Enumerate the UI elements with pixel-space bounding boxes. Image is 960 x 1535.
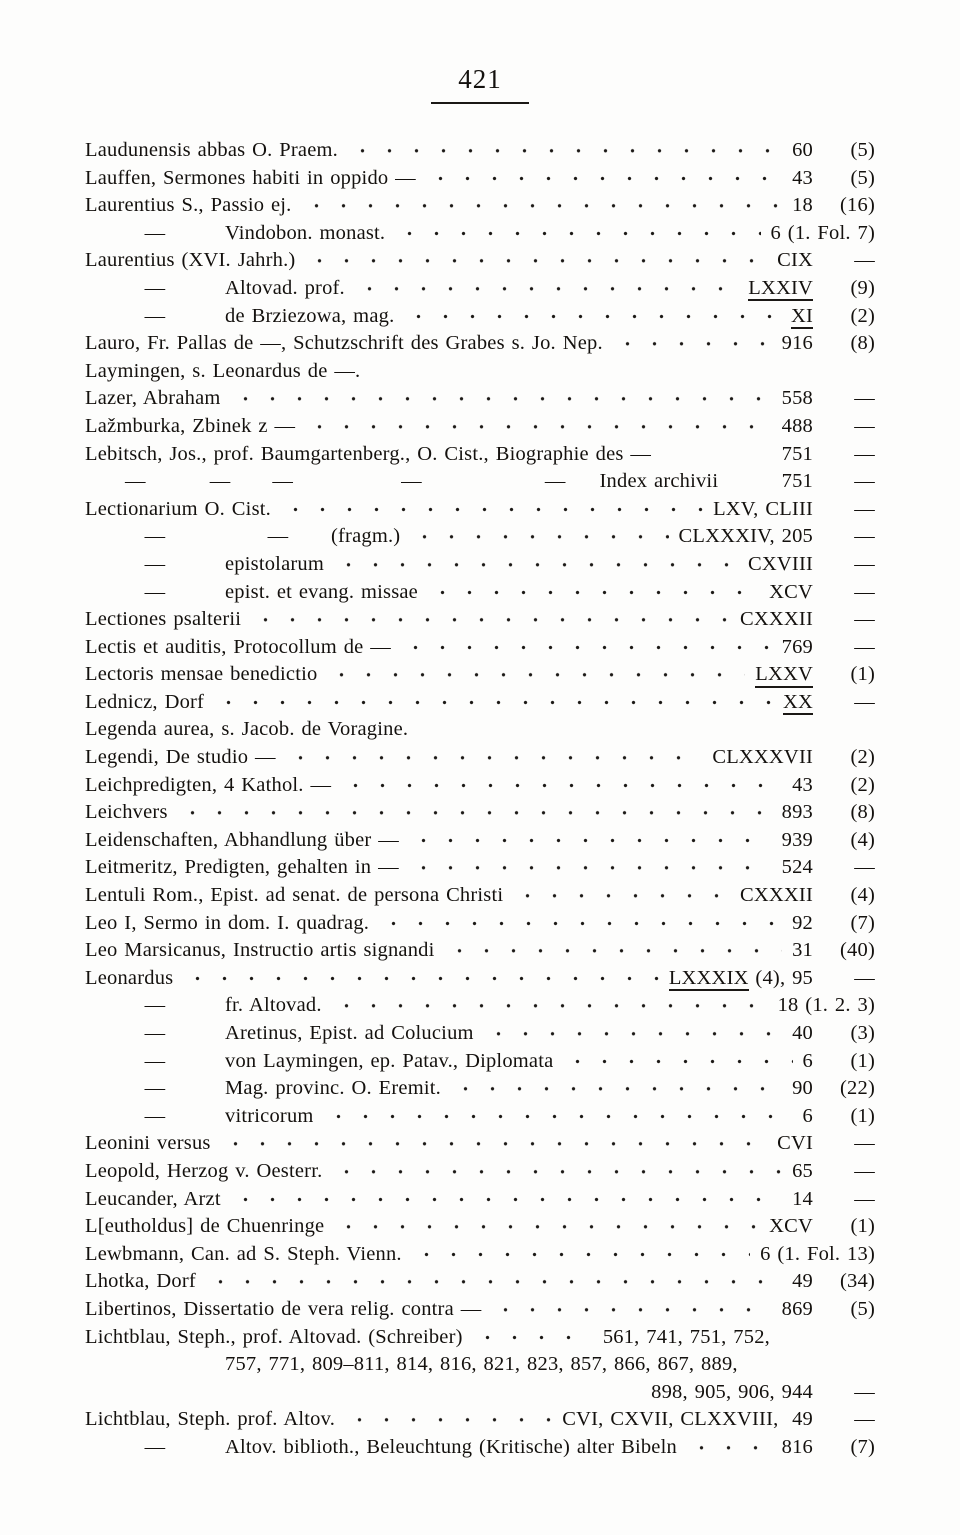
entry-note: — bbox=[854, 1380, 875, 1403]
entry-note: — bbox=[854, 856, 875, 879]
entry-ref: 751 bbox=[781, 470, 813, 493]
entry-label: vitricorum bbox=[225, 1104, 314, 1127]
entry-label: Laurentius (XVI. Jahrh.) bbox=[85, 249, 296, 272]
indent-dash: — bbox=[144, 276, 166, 299]
dot-leader bbox=[686, 1434, 772, 1462]
index-row bbox=[85, 1241, 875, 1269]
entry-ref: CXXXII bbox=[740, 608, 813, 631]
dot-leader bbox=[323, 1103, 793, 1131]
entry-note: (1) bbox=[850, 1215, 875, 1238]
entry-note: (5) bbox=[850, 139, 875, 161]
entry-note: (4) bbox=[850, 828, 875, 851]
entry-note: — bbox=[854, 552, 875, 575]
entry-label: Leucander, Arzt bbox=[85, 1187, 221, 1210]
dot-leader bbox=[403, 303, 781, 331]
index-row bbox=[85, 1379, 875, 1407]
entry-label: Laurentius S., Passio ej. bbox=[85, 194, 292, 217]
index-row bbox=[85, 716, 875, 744]
dot-leader bbox=[304, 413, 771, 441]
dot-leader bbox=[331, 992, 768, 1020]
entry-label: Lichtblau, Steph. prof. Altov. bbox=[85, 1408, 336, 1431]
entry-ref: 561, 741, 751, 752, bbox=[602, 1325, 770, 1348]
entry-note: (5) bbox=[850, 1297, 875, 1320]
index-row bbox=[85, 468, 875, 496]
entry-note: (1) bbox=[850, 1104, 875, 1127]
page-number: 421 bbox=[458, 64, 502, 94]
entry-note: (1) bbox=[850, 1049, 875, 1072]
entry-label: Lectiones psalterii bbox=[85, 608, 242, 631]
dot-leader bbox=[213, 689, 773, 717]
dot-leader bbox=[220, 1130, 768, 1158]
entry-label: von Laymingen, ep. Patav., Diplomata bbox=[225, 1049, 554, 1072]
dot-leader bbox=[177, 799, 772, 827]
underlined-ref: XX bbox=[783, 692, 813, 716]
index-row bbox=[85, 1324, 875, 1352]
entry-label: L[eutholdus] de Chuenringe bbox=[85, 1215, 325, 1238]
entry-ref: 939 bbox=[781, 828, 813, 851]
entry-ref: LXXXIX (4), 95 bbox=[669, 965, 813, 993]
dot-leader bbox=[331, 1158, 782, 1186]
indent-dash: — bbox=[144, 525, 166, 548]
dot-leader bbox=[280, 496, 703, 524]
entry-label: Leonini versus bbox=[85, 1132, 211, 1155]
index-row bbox=[85, 937, 875, 965]
entry-label: Legenda aurea, s. Jacob. de Voragine. bbox=[85, 718, 409, 741]
underlined-ref: LXXIV bbox=[748, 278, 813, 302]
entry-label: Leichvers bbox=[85, 801, 168, 824]
entry-label: Leidenschaften, Abhandlung über — bbox=[85, 828, 399, 851]
entry-note: — bbox=[854, 414, 875, 437]
index-row bbox=[85, 1020, 875, 1048]
entry-ref: 769 bbox=[781, 635, 813, 658]
underlined-ref: LXXXIX bbox=[669, 968, 749, 992]
entry-ref: CLXXXIV, 205 bbox=[678, 525, 813, 548]
entry-note: — bbox=[854, 608, 875, 631]
entry-note: (5) bbox=[850, 166, 875, 189]
entry-label: Lichtblau, Steph., prof. Altovad. (Schreiber) bbox=[85, 1325, 463, 1348]
entry-note: — bbox=[854, 387, 875, 410]
indent-dash: — bbox=[544, 470, 566, 493]
underlined-ref: XI bbox=[791, 306, 813, 330]
entry-ref: CLXXXVII bbox=[712, 746, 813, 769]
entry-ref: XCV bbox=[769, 580, 813, 603]
index-row bbox=[85, 772, 875, 800]
indent-dash: — bbox=[209, 470, 231, 493]
index-row bbox=[85, 385, 875, 413]
entry-ref: 43 bbox=[792, 166, 813, 189]
dot-leader bbox=[340, 772, 782, 800]
index-row bbox=[85, 689, 875, 717]
entry-ref: LXV, CLIII bbox=[713, 497, 813, 520]
entry-note: (8) bbox=[850, 332, 875, 355]
index-row bbox=[85, 992, 875, 1020]
dot-leader bbox=[354, 275, 738, 303]
page-header bbox=[0, 64, 960, 104]
index-row bbox=[85, 965, 875, 993]
index-row bbox=[85, 827, 875, 855]
indent-dash: — bbox=[144, 552, 166, 575]
dot-leader bbox=[450, 1075, 782, 1103]
entry-note: (7) bbox=[850, 1435, 875, 1458]
entry-note: (2) bbox=[850, 304, 875, 327]
entry-label: Lauffen, Sermones habiti in oppido — bbox=[85, 166, 416, 189]
entry-label: Altov. biblioth., Beleuchtung (Kritische) alter Bibeln bbox=[225, 1435, 677, 1458]
entry-label: Leitmeritz, Predigten, gehalten in — bbox=[85, 856, 399, 879]
index-row bbox=[85, 165, 875, 193]
dot-leader bbox=[490, 1296, 771, 1324]
dot-leader bbox=[562, 1048, 792, 1076]
index-row bbox=[85, 247, 875, 275]
entry-note: — bbox=[854, 497, 875, 520]
index-row bbox=[85, 137, 875, 165]
entry-ref bbox=[783, 689, 813, 717]
index-row bbox=[85, 551, 875, 579]
entry-note: (4) bbox=[850, 884, 875, 907]
index-row bbox=[85, 1406, 875, 1434]
entry-ref: 90 bbox=[792, 1077, 813, 1100]
dot-leader bbox=[182, 965, 659, 993]
entry-ref: 49 bbox=[792, 1270, 813, 1293]
index-list bbox=[85, 137, 875, 1462]
entry-ref: 524 bbox=[781, 856, 813, 879]
entry-label: Mag. provinc. O. Eremit. bbox=[225, 1077, 441, 1100]
entry-note: (2) bbox=[850, 746, 875, 769]
entry-label: Lentuli Rom., Epist. ad senat. de persona Christi bbox=[85, 884, 504, 907]
entry-ref: 6 (1. Fol. 7) bbox=[770, 221, 875, 244]
entry-note: (34) bbox=[840, 1270, 875, 1293]
entry-label: Lauro, Fr. Pallas de —, Schutzschrift des Grabes s. Jo. Nep. bbox=[85, 332, 603, 355]
dot-leader bbox=[230, 385, 772, 413]
index-row bbox=[85, 1075, 875, 1103]
index-row bbox=[85, 882, 875, 910]
entry-ref: 751 bbox=[781, 442, 813, 465]
entry-label: Lectionarium O. Cist. bbox=[85, 497, 271, 520]
entry-ref: 40 bbox=[792, 1022, 813, 1044]
entry-ref: CXXXII bbox=[740, 884, 813, 907]
entry-ref: 6 bbox=[802, 1104, 813, 1127]
index-row bbox=[85, 303, 875, 331]
entry-label: Vindobon. monast. bbox=[225, 221, 386, 244]
dot-leader bbox=[301, 192, 783, 220]
entry-note: — bbox=[854, 580, 875, 603]
entry-note: — bbox=[854, 1132, 875, 1155]
entry-ref: CVI bbox=[777, 1132, 813, 1155]
entry-label: Lewbmann, Can. ad S. Steph. Vienn. bbox=[85, 1242, 402, 1265]
entry-label: Legendi, De studio — bbox=[85, 746, 276, 769]
entry-note: (7) bbox=[850, 911, 875, 934]
entry-label: Laymingen, s. Leonardus de —. bbox=[85, 359, 361, 382]
entry-label: Leichpredigten, 4 Kathol. — bbox=[85, 773, 332, 796]
entry-label: de Brziezowa, mag. bbox=[225, 304, 395, 327]
dot-leader bbox=[408, 827, 772, 855]
entry-note: (1) bbox=[850, 663, 875, 686]
index-row bbox=[85, 854, 875, 882]
entry-ref: 488 bbox=[781, 414, 813, 437]
index-row bbox=[85, 1296, 875, 1324]
index-row bbox=[85, 413, 875, 441]
entry-label: Leopold, Herzog v. Oesterr. bbox=[85, 1159, 323, 1182]
index-row bbox=[85, 220, 875, 248]
entry-label: Lednicz, Dorf bbox=[85, 690, 205, 713]
index-row bbox=[85, 441, 875, 469]
entry-label: Lazer, Abraham bbox=[85, 387, 221, 410]
entry-label: epistolarum bbox=[225, 552, 324, 575]
index-row bbox=[85, 1351, 875, 1379]
entry-label: Lebitsch, Jos., prof. Baumgartenberg., O. Cist., Biographie des — bbox=[85, 442, 652, 465]
indent-dash: — bbox=[401, 470, 422, 493]
entry-ref: 869 bbox=[781, 1297, 813, 1320]
dot-leader bbox=[285, 744, 703, 772]
index-row bbox=[85, 1268, 875, 1296]
entry-label: Leo Marsicanus, Instructio artis signandi bbox=[85, 939, 435, 962]
entry-note: (40) bbox=[840, 939, 875, 962]
indent-dash: — bbox=[125, 470, 146, 493]
indent-dash: — bbox=[144, 1077, 166, 1100]
entry-ref: 60 bbox=[792, 139, 813, 161]
indent-dash: — bbox=[272, 470, 294, 493]
index-row bbox=[85, 661, 875, 689]
entry-note: (2) bbox=[850, 773, 875, 796]
underlined-ref: LXXV bbox=[755, 664, 813, 688]
index-row bbox=[85, 330, 875, 358]
indent-dash: — bbox=[144, 580, 166, 603]
entry-note: — bbox=[854, 966, 875, 989]
entry-label: (fragm.) bbox=[331, 525, 401, 548]
indent-dash: — bbox=[144, 994, 166, 1017]
dot-leader bbox=[400, 634, 772, 662]
dot-leader bbox=[205, 1268, 782, 1296]
dot-leader bbox=[347, 137, 782, 165]
entry-ref: 92 bbox=[792, 911, 813, 934]
entry-note: — bbox=[854, 690, 875, 713]
header-rule bbox=[431, 102, 529, 104]
indent-dash: — bbox=[144, 1049, 166, 1072]
dot-leader bbox=[411, 1241, 750, 1269]
dot-leader bbox=[409, 523, 668, 551]
index-row bbox=[85, 1186, 875, 1214]
index-row bbox=[85, 358, 875, 386]
index-row bbox=[85, 523, 875, 551]
entry-ref: CIX bbox=[777, 249, 813, 272]
entry-label: Leo I, Sermo in dom. I. quadrag. bbox=[85, 911, 370, 934]
entry-ref: 18 (1. 2. 3) bbox=[777, 994, 875, 1017]
dot-leader bbox=[326, 661, 745, 689]
index-row bbox=[85, 910, 875, 938]
entry-ref: 65 bbox=[792, 1159, 813, 1182]
dot-leader bbox=[230, 1186, 782, 1214]
entry-ref: 31 bbox=[792, 939, 813, 962]
entry-label: epist. et evang. missae bbox=[225, 580, 418, 603]
indent-dash: — bbox=[267, 525, 289, 548]
entry-ref: 6 (1. Fol. 13) bbox=[760, 1242, 875, 1265]
entry-note: — bbox=[854, 1187, 875, 1210]
entry-note: (22) bbox=[840, 1077, 875, 1100]
entry-ref: 43 bbox=[792, 773, 813, 796]
dot-leader bbox=[444, 937, 783, 965]
entry-ref: 893 bbox=[781, 801, 813, 824]
entry-label: fr. Altovad. bbox=[225, 994, 322, 1017]
entry-label: Altovad. prof. bbox=[225, 276, 345, 299]
index-row bbox=[85, 606, 875, 634]
entry-ref: 898, 905, 906, 944 bbox=[651, 1380, 813, 1403]
entry-note: (8) bbox=[850, 801, 875, 824]
entry-ref: CXVIII bbox=[748, 552, 813, 575]
entry-note: (16) bbox=[840, 194, 875, 217]
entry-label: Lažmburka, Zbinek z — bbox=[85, 414, 296, 437]
entry-ref: 558 bbox=[781, 387, 813, 410]
entry-ref: 916 bbox=[781, 332, 813, 355]
entry-ref: 6 bbox=[802, 1049, 813, 1072]
entry-note: — bbox=[854, 442, 875, 465]
entry-label: 757, 771, 809–811, 814, 816, 821, 823, 857, 866, 867, 889, bbox=[225, 1353, 738, 1376]
entry-ref bbox=[755, 661, 813, 689]
entry-ref bbox=[791, 303, 813, 331]
index-row bbox=[85, 1048, 875, 1076]
dot-leader bbox=[344, 1406, 552, 1434]
index-row bbox=[85, 1213, 875, 1241]
index-row bbox=[85, 1103, 875, 1131]
index-row bbox=[85, 1130, 875, 1158]
entry-note: (9) bbox=[850, 276, 875, 299]
entry-ref: CVI, CXVII, CLXXVIII, 49 bbox=[562, 1408, 813, 1431]
dot-leader bbox=[483, 1020, 782, 1048]
entry-note: — bbox=[854, 249, 875, 272]
dot-leader bbox=[378, 910, 782, 938]
entry-label: Aretinus, Epist. ad Colucium bbox=[225, 1022, 474, 1044]
index-row bbox=[85, 579, 875, 607]
indent-dash: — bbox=[144, 1022, 166, 1044]
index-row bbox=[85, 1158, 875, 1186]
indent-dash: — bbox=[144, 221, 166, 244]
index-row bbox=[85, 275, 875, 303]
dot-leader bbox=[612, 330, 772, 358]
entry-note: — bbox=[854, 1408, 875, 1431]
entry-ref: 14 bbox=[792, 1187, 813, 1210]
entry-note: — bbox=[854, 525, 875, 548]
dot-leader bbox=[333, 551, 738, 579]
entry-ref: 18 bbox=[792, 194, 813, 217]
dot-leader bbox=[472, 1324, 593, 1352]
entry-label: Lectis et auditis, Protocollum de — bbox=[85, 635, 392, 658]
dot-leader bbox=[333, 1213, 759, 1241]
entry-label: Libertinos, Dissertatio de vera relig. contra — bbox=[85, 1297, 482, 1320]
entry-label: Laudunensis abbas O. Praem. bbox=[85, 139, 338, 161]
dot-leader bbox=[250, 606, 730, 634]
dot-leader bbox=[394, 220, 760, 248]
dot-leader bbox=[408, 854, 772, 882]
entry-note: — bbox=[854, 470, 875, 493]
entry-note: — bbox=[854, 1159, 875, 1182]
entry-label: Index archivii bbox=[599, 470, 719, 493]
dot-leader bbox=[304, 247, 767, 275]
entry-label: Lhotka, Dorf bbox=[85, 1270, 196, 1293]
entry-ref: 816 bbox=[781, 1435, 813, 1458]
entry-ref bbox=[748, 275, 813, 303]
entry-note: (3) bbox=[850, 1022, 875, 1044]
indent-dash: — bbox=[144, 1435, 166, 1458]
dot-leader bbox=[512, 882, 730, 910]
index-row bbox=[85, 634, 875, 662]
entry-note: — bbox=[854, 635, 875, 658]
entry-label: Lectoris mensae benedictio bbox=[85, 663, 318, 686]
dot-leader bbox=[425, 165, 782, 193]
indent-dash: — bbox=[144, 304, 166, 327]
index-row bbox=[85, 744, 875, 772]
entry-label: Leonardus bbox=[85, 966, 174, 989]
index-row bbox=[85, 496, 875, 524]
index-row bbox=[85, 192, 875, 220]
indent-dash: — bbox=[144, 1104, 166, 1127]
index-row bbox=[85, 799, 875, 827]
index-row bbox=[85, 1434, 875, 1462]
dot-leader bbox=[427, 579, 759, 607]
entry-ref: XCV bbox=[769, 1215, 813, 1238]
